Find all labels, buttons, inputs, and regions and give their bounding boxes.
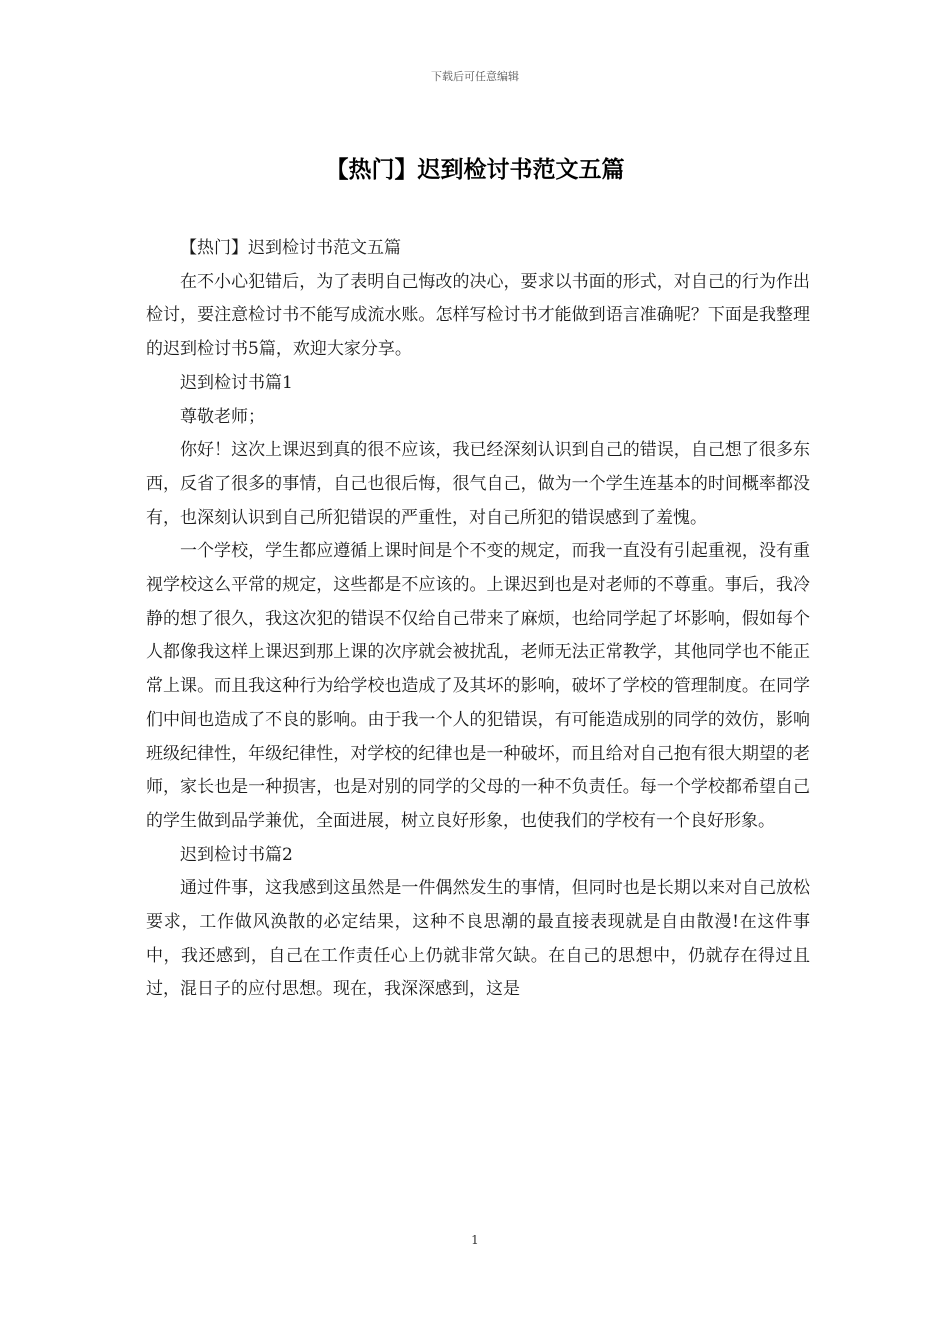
document-title: 【热门】迟到检讨书范文五篇 xyxy=(325,156,625,183)
salutation: 尊敬老师； xyxy=(180,406,265,427)
body-paragraph: 通过件事，这我感到这虽然是一件偶然发生的事情，但同时也是长期以来对自己放松要求，工作做风涣散的必定结果，这种不良思潮的最直接表现就是自由散漫!在这件事中，我还感到，自己在工作责任心上仍就非常欠缺。在自己的思想中，仍就存在得过且过，混日子的应付思想。现在，我深深感到，这是 xyxy=(146,878,810,1000)
page-header-note: 下载后可任意编辑 xyxy=(431,70,519,83)
repeated-title-line: 【热门】迟到检讨书范文五篇 xyxy=(180,238,401,258)
body-paragraph: 你好！这次上课迟到真的很不应该，我已经深刻认识到自己的错误，自己想了很多东西，反省了很多的事情，自己也很后悔，很气自己，做为一个学生连基本的时间概率都没有，也深刻认识到自己所犯错误的严重性，对自己所犯的错误感到了羞愧。 xyxy=(146,440,810,528)
intro-paragraph: 在不小心犯错后，为了表明自己悔改的决心，要求以书面的形式，对自己的行为作出检讨，要注意检讨书不能写成流水账。怎样写检讨书才能做到语言准确呢？下面是我整理的迟到检讨书5篇，欢迎大家分享。 xyxy=(146,271,810,360)
section-heading-1: 迟到检讨书篇1 xyxy=(180,372,293,393)
section-heading-2: 迟到检讨书篇2 xyxy=(180,844,293,865)
body-paragraph: 一个学校，学生都应遵循上课时间是个不变的规定，而我一直没有引起重视，没有重视学校这么平常的规定，这些都是不应该的。上课迟到也是对老师的不尊重。事后，我冷静的想了很久，我这次犯的错误不仅给自己带来了麻烦，也给同学起了坏影响，假如每个人都像我这样上课迟到那上课的次序就会被扰乱，老师无法正常教学，其他同学也不能正常上课。而且我这种行为给学校也造成了及其坏的影响，破坏了学校的管理制度。在同学们中间也造成了不良的影响。由于我一个人的犯错误，有可能造成别的同学的效仿，影响班级纪律性，年级纪律性，对学校的纪律也是一种破坏，而且给对自己抱有很大期望的老师，家长也是一种损害，也是对别的同学的父母的一种不负责任。每一个学校都希望自己的学生做到品学兼优，全面进展，树立良好形象，也使我们的学校有一个良好形象。 xyxy=(146,541,810,831)
page-number: 1 xyxy=(471,1233,479,1247)
document-body xyxy=(146,232,810,1007)
